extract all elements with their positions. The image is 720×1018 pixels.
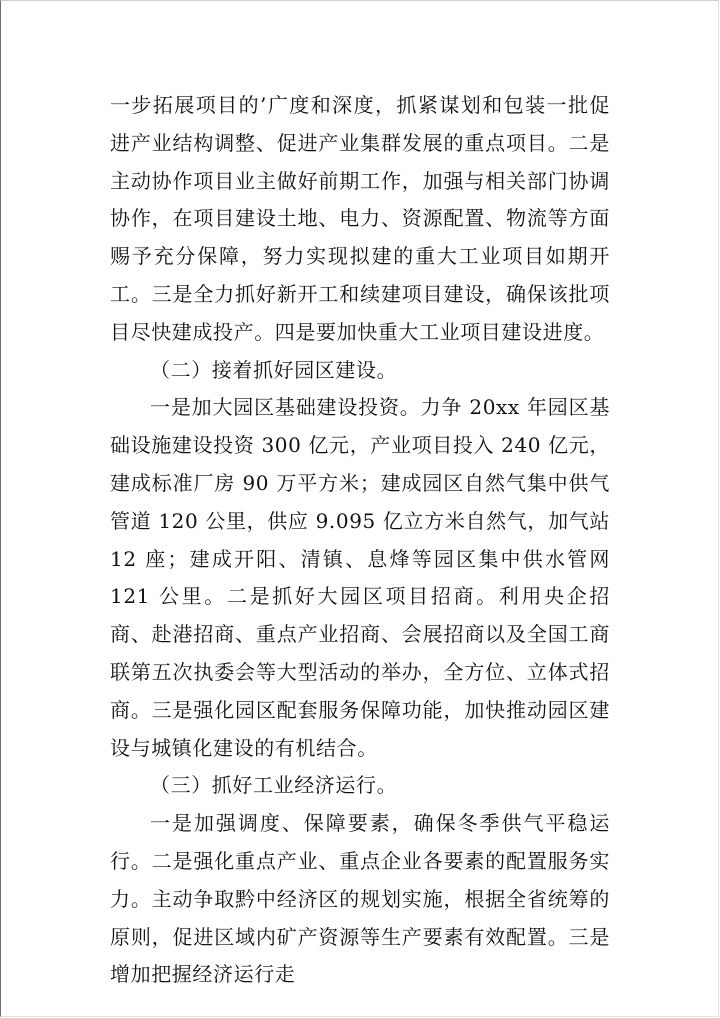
document-body (110, 87, 610, 994)
section-heading-economic-operation: （三）抓好工业经济运行。 (150, 773, 398, 798)
section-heading-park-construction: （二）接着抓好园区建设。 (150, 357, 398, 382)
paragraph-key-projects: 一步拓展项目的’广度和深度，抓紧谋划和包装一批促进产业结构调整、促进产业集群发展的重点项目。二是主动协作项目业主做好前期工作，加强与相关部门协调协作，在项目建设土地、电力、资源配置、物流等方面赐予充分保障，努力实现拟建的重大工业项目如期开工。三是全力抓好新开工和续建项目建设，确保该批项目尽快建成投产。四是要加快重大工业项目建设进度。 (110, 93, 610, 344)
paragraph-park-construction: 一是加大园区基础建设投资。力争 20xx 年园区基础设施建设投资 300 亿元，产业项目投入 240 亿元，建成标准厂房 90 万平方米；建成园区自然气集中供气管道 120 公里，供应 9.095 亿立方米自然气，加气站 12 座；建成开阳、清镇、息烽等园区集中供水管网 121 公里。二是抓好大园区项目招商。利用央企招商、赴港招商、重点产业招商、会展招商以及全国工商联第五次执委会等大型活动的举办，全方位、立体式招商。三是强化园区配套服务保障功能，加快推动园区建设与城镇化建设的有机结合。 (110, 395, 610, 760)
paragraph-economic-operation: 一是加强调度、保障要素，确保冬季供气平稳运行。二是强化重点产业、重点企业各要素的配置服务实力。主动争取黔中经济区的规划实施，根据全省统筹的原则，促进区域内矿产资源等生产要素有效配置。三是增加把握经济运行走 (110, 811, 610, 987)
